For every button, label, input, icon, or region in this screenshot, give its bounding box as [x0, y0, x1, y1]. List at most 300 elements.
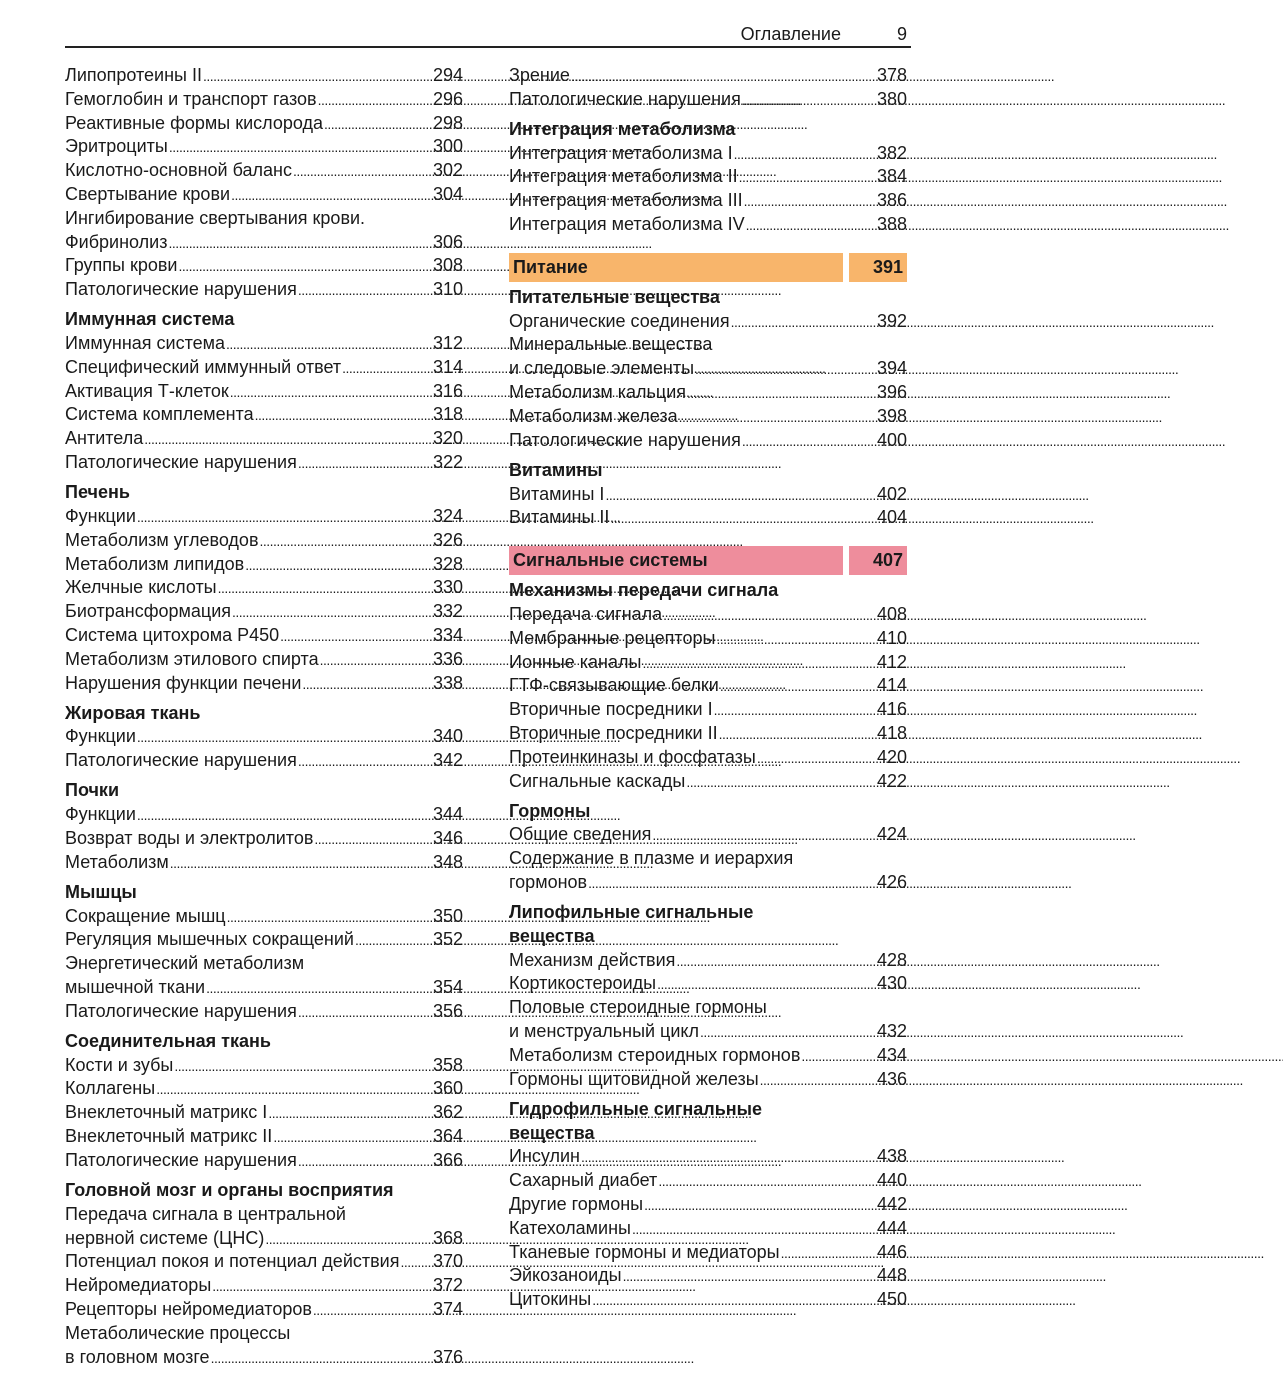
- dot-leader: [746, 213, 876, 238]
- chapter-band[interactable]: [509, 253, 907, 282]
- dot-leader: [280, 624, 432, 649]
- page-number: 9: [896, 24, 907, 44]
- toc-entry[interactable]: [65, 1101, 463, 1125]
- entry-page: 296: [432, 88, 463, 109]
- entry-title: Биотрансформация: [65, 601, 232, 622]
- dot-leader: [686, 770, 876, 795]
- toc-entry[interactable]: [509, 1044, 907, 1068]
- entry-page: 404: [876, 507, 907, 528]
- entry-page: 392: [876, 310, 907, 331]
- toc-entry[interactable]: [65, 600, 463, 624]
- entry-title: Патологические нарушения: [65, 279, 297, 300]
- toc-entry[interactable]: [65, 928, 463, 952]
- entry-page: 428: [876, 949, 907, 970]
- dot-leader: [265, 1227, 432, 1252]
- section-heading: Иммунная система: [65, 309, 235, 330]
- dot-leader: [298, 451, 432, 476]
- section-heading: Соединительная ткань: [65, 1030, 271, 1051]
- entry-title: Патологические нарушения: [65, 1000, 297, 1021]
- entry-title: Система комплемента: [65, 404, 254, 425]
- toc-entry[interactable]: [509, 405, 907, 429]
- dot-leader: [592, 1288, 876, 1313]
- toc-entry-line[interactable]: Энергетический метаболизм: [65, 953, 305, 974]
- entry-page: 446: [876, 1241, 907, 1262]
- entry-title: Потенциал покоя и потенциал действия: [65, 1251, 400, 1272]
- toc-entry-line[interactable]: Передача сигнала в центральной: [65, 1203, 346, 1224]
- toc-entry[interactable]: [509, 722, 907, 746]
- dot-leader: [137, 803, 432, 828]
- dot-leader: [137, 725, 432, 750]
- entry-title: нервной системе (ЦНС): [65, 1227, 265, 1248]
- toc-entry[interactable]: [509, 381, 907, 405]
- entry-page: 338: [432, 672, 463, 693]
- entry-title: Органические соединения: [509, 310, 730, 331]
- entry-title: Передача сигнала: [509, 603, 663, 624]
- section-heading: Интеграция метаболизма: [509, 118, 736, 139]
- entry-title: Патологические нарушения: [65, 1149, 297, 1170]
- entry-page: 396: [876, 382, 907, 403]
- section-heading: Печень: [65, 482, 130, 503]
- entry-title: Метаболизм железа: [509, 405, 678, 426]
- toc-entry[interactable]: [509, 1241, 907, 1265]
- entry-page: 326: [432, 529, 463, 550]
- toc-entry[interactable]: [65, 725, 463, 749]
- section-heading: Механизмы передачи сигнала: [509, 580, 779, 601]
- dot-leader: [401, 1250, 432, 1275]
- chapter-title: Питание: [509, 253, 843, 282]
- toc-entry[interactable]: [509, 189, 907, 213]
- entry-page: 368: [432, 1227, 463, 1248]
- entry-page: 378: [876, 65, 907, 85]
- toc-entry[interactable]: [509, 949, 907, 973]
- toc-entry[interactable]: [65, 112, 463, 136]
- entry-page: 356: [432, 1000, 463, 1021]
- entry-page: 424: [876, 824, 907, 845]
- toc-entry[interactable]: [65, 64, 463, 88]
- toc-entry[interactable]: [509, 506, 907, 530]
- dot-leader: [314, 827, 432, 852]
- toc-entry[interactable]: [65, 231, 463, 255]
- entry-title: Фибринолиз: [65, 231, 168, 252]
- entry-title: гормонов: [509, 872, 588, 892]
- toc-entry-line[interactable]: Метаболические процессы: [65, 1322, 291, 1343]
- dot-leader: [720, 674, 876, 699]
- dot-leader: [695, 357, 876, 382]
- dot-leader: [632, 1217, 876, 1242]
- dot-leader: [298, 1149, 432, 1174]
- toc-entry[interactable]: [65, 624, 463, 648]
- dot-leader: [700, 1020, 876, 1045]
- dot-leader: [781, 1241, 876, 1266]
- section-heading: вещества: [509, 925, 595, 946]
- dot-leader: [232, 600, 432, 625]
- entry-title: Патологические нарушения: [65, 750, 297, 771]
- dot-leader: [739, 165, 876, 190]
- section-heading: Гидрофильные сигнальные: [509, 1098, 763, 1119]
- entry-page: 426: [876, 872, 907, 892]
- entry-page: 370: [432, 1251, 463, 1272]
- entry-page: 298: [432, 112, 463, 133]
- entry-page: 386: [876, 190, 907, 211]
- entry-title: Вторичные посредники I: [509, 699, 713, 720]
- toc-entry[interactable]: [509, 972, 907, 996]
- entry-title: мышечной ткани: [65, 976, 206, 997]
- toc-entry[interactable]: [65, 1054, 463, 1078]
- entry-page: 300: [432, 136, 463, 157]
- entry-title: Зрение: [509, 65, 570, 85]
- entry-page: 414: [876, 675, 907, 696]
- toc-entry[interactable]: [509, 871, 907, 895]
- section-heading: вещества: [509, 1122, 595, 1143]
- entry-title: Желчные кислоты: [65, 577, 217, 598]
- entry-title: Метаболизм: [65, 851, 169, 872]
- toc-entry[interactable]: [509, 1068, 907, 1092]
- entry-title: Сокращение мышц: [65, 905, 226, 926]
- dot-leader: [734, 142, 876, 167]
- entry-page: 366: [432, 1149, 463, 1170]
- toc-entry[interactable]: [509, 310, 907, 334]
- toc-entry[interactable]: [509, 357, 907, 381]
- toc-entry[interactable]: [65, 380, 463, 404]
- entry-title: Метаболизм этилового спирта: [65, 648, 319, 669]
- entry-page: 398: [876, 405, 907, 426]
- toc-entry[interactable]: [65, 1077, 463, 1101]
- entry-title: Метаболизм липидов: [65, 553, 245, 574]
- entry-title: Витамины II: [509, 507, 610, 528]
- toc-entry[interactable]: [65, 1274, 463, 1298]
- toc-entry[interactable]: [509, 213, 907, 237]
- dot-leader: [203, 64, 432, 89]
- toc-entry[interactable]: [65, 183, 463, 207]
- entry-page: 316: [432, 380, 463, 401]
- toc-entry[interactable]: [65, 976, 463, 1000]
- dot-leader: [644, 1193, 876, 1218]
- toc-entry[interactable]: [65, 749, 463, 773]
- entry-page: 294: [432, 65, 463, 85]
- entry-title: Нейромедиаторы: [65, 1275, 212, 1296]
- toc-entry[interactable]: [65, 851, 463, 875]
- entry-page: 320: [432, 428, 463, 449]
- toc-entry[interactable]: [65, 576, 463, 600]
- entry-page: 376: [432, 1346, 463, 1367]
- entry-title: Интеграция метаболизма I: [509, 142, 733, 163]
- entry-page: 358: [432, 1054, 463, 1075]
- entry-page: 354: [432, 976, 463, 997]
- section-heading: Витамины: [509, 459, 603, 480]
- toc-entry[interactable]: [65, 332, 463, 356]
- entry-title: и менструальный цикл: [509, 1021, 700, 1042]
- toc-entry[interactable]: [65, 672, 463, 696]
- dot-leader: [742, 429, 876, 454]
- toc-entry[interactable]: [509, 88, 907, 112]
- toc-entry[interactable]: [65, 451, 463, 475]
- entry-title: Специфический иммунный ответ: [65, 356, 342, 377]
- entry-page: 420: [876, 746, 907, 767]
- dot-leader: [571, 64, 876, 89]
- toc-entry[interactable]: [509, 1020, 907, 1044]
- entry-title: Другие гормоны: [509, 1193, 644, 1214]
- dot-leader: [293, 159, 432, 184]
- toc-entry[interactable]: [509, 429, 907, 453]
- dot-leader: [298, 749, 432, 774]
- dot-leader: [226, 332, 432, 357]
- entry-title: Рецепторы нейромедиаторов: [65, 1298, 312, 1319]
- dot-leader: [714, 698, 876, 723]
- toc-entry-line[interactable]: Содержание в плазме и иерархия: [509, 848, 794, 869]
- dot-leader: [642, 651, 876, 676]
- entry-title: Сигнальные каскады: [509, 770, 686, 791]
- toc-entry[interactable]: [65, 278, 463, 302]
- dot-leader: [663, 603, 876, 628]
- entry-title: Метаболизм кальция: [509, 382, 687, 403]
- toc-entry[interactable]: [509, 1288, 907, 1312]
- dot-leader: [268, 1101, 432, 1126]
- entry-title: Сахарный диабет: [509, 1170, 658, 1191]
- dot-leader: [169, 135, 432, 160]
- chapter-page: 407: [849, 546, 907, 575]
- entry-page: 324: [432, 505, 463, 526]
- toc-entry[interactable]: [509, 603, 907, 627]
- toc-entry[interactable]: [509, 1264, 907, 1288]
- entry-title: в головном мозге: [65, 1346, 210, 1367]
- entry-page: 302: [432, 160, 463, 181]
- toc-entry[interactable]: [509, 746, 907, 770]
- toc-entry-line[interactable]: Ингибирование свертывания крови.: [65, 207, 366, 228]
- entry-title: Внеклеточный матрикс I: [65, 1102, 268, 1123]
- entry-title: Вторичные посредники II: [509, 722, 718, 743]
- entry-title: Активация Т-клеток: [65, 380, 229, 401]
- entry-page: 322: [432, 452, 463, 473]
- toc-entry[interactable]: [65, 529, 463, 553]
- toc-entry[interactable]: [509, 698, 907, 722]
- entry-title: Тканевые гормоны и медиаторы: [509, 1241, 780, 1262]
- entry-title: Патологические нарушения: [509, 429, 741, 450]
- entry-title: Протеинкиназы и фосфатазы: [509, 746, 756, 767]
- dot-leader: [757, 746, 876, 771]
- entry-title: Интеграция метаболизма II: [509, 166, 738, 187]
- dot-leader: [260, 529, 432, 554]
- dot-leader: [744, 189, 876, 214]
- dot-leader: [731, 310, 876, 335]
- entry-title: Возврат воды и электролитов: [65, 827, 314, 848]
- entry-page: 438: [876, 1146, 907, 1167]
- entry-title: Реактивные формы кислорода: [65, 112, 323, 133]
- dot-leader: [179, 254, 432, 279]
- section-heading: Гормоны: [509, 800, 591, 821]
- entry-title: Эритроциты: [65, 136, 168, 157]
- entry-page: 364: [432, 1126, 463, 1147]
- dot-leader: [687, 381, 876, 406]
- toc-entry[interactable]: [65, 803, 463, 827]
- entry-page: 350: [432, 905, 463, 926]
- entry-page: 332: [432, 601, 463, 622]
- entry-title: Кортикостероиды: [509, 973, 657, 994]
- entry-title: Регуляция мышечных сокращений: [65, 929, 354, 950]
- entry-title: Патологические нарушения: [65, 452, 297, 473]
- dot-leader: [227, 905, 432, 930]
- chapter-title: Сигнальные системы: [509, 546, 843, 575]
- toc-entry[interactable]: [65, 827, 463, 851]
- dot-leader: [255, 403, 432, 428]
- entry-title: ГТФ-связывающие белки: [509, 675, 719, 696]
- entry-page: 382: [876, 142, 907, 163]
- toc-entry[interactable]: [509, 770, 907, 794]
- entry-title: Внеклеточный матрикс II: [65, 1126, 273, 1147]
- toc-entry[interactable]: [65, 1250, 463, 1274]
- entry-page: 440: [876, 1170, 907, 1191]
- entry-page: 374: [432, 1298, 463, 1319]
- entry-title: Функции: [65, 804, 136, 825]
- dot-leader: [588, 871, 876, 896]
- toc-entry[interactable]: [65, 1298, 463, 1322]
- toc-entry[interactable]: [65, 88, 463, 112]
- entry-title: Гемоглобин и транспорт газов: [65, 88, 317, 109]
- entry-page: 408: [876, 603, 907, 624]
- toc-entry[interactable]: [509, 1169, 907, 1193]
- dot-leader: [581, 1145, 876, 1170]
- entry-page: 380: [876, 88, 907, 109]
- toc-entry[interactable]: [509, 165, 907, 189]
- toc-entry[interactable]: [65, 1149, 463, 1173]
- toc-entry[interactable]: [509, 142, 907, 166]
- toc-entry[interactable]: [509, 627, 907, 651]
- toc-entry[interactable]: [65, 403, 463, 427]
- entry-title: Инсулин: [509, 1146, 580, 1167]
- entry-title: Катехоламины: [509, 1217, 631, 1238]
- dot-leader: [742, 88, 876, 113]
- toc-entry[interactable]: [509, 674, 907, 698]
- toc-entry[interactable]: [509, 823, 907, 847]
- section-heading: Липофильные сигнальные: [509, 902, 754, 923]
- dot-leader: [211, 1346, 432, 1371]
- entry-page: 430: [876, 973, 907, 994]
- entry-title: Патологические нарушения: [509, 88, 741, 109]
- dot-leader: [658, 1169, 876, 1194]
- entry-title: Общие сведения: [509, 824, 652, 845]
- entry-page: 384: [876, 166, 907, 187]
- entry-page: 410: [876, 627, 907, 648]
- dot-leader: [719, 722, 876, 747]
- toc-entry[interactable]: [65, 905, 463, 929]
- toc-entry[interactable]: [509, 483, 907, 507]
- entry-page: 306: [432, 231, 463, 252]
- entry-page: 450: [876, 1289, 907, 1310]
- dot-leader: [218, 576, 432, 601]
- toc-entry[interactable]: [65, 254, 463, 278]
- dot-leader: [206, 976, 432, 1001]
- dot-leader: [231, 183, 432, 208]
- toc-entry[interactable]: [65, 356, 463, 380]
- section-heading: Мышцы: [65, 881, 137, 902]
- entry-page: 372: [432, 1275, 463, 1296]
- dot-leader: [652, 823, 876, 848]
- toc-entry-line[interactable]: Половые стероидные гормоны: [509, 997, 767, 1018]
- entry-page: 328: [432, 553, 463, 574]
- toc-entry[interactable]: [509, 651, 907, 675]
- entry-page: 310: [432, 279, 463, 300]
- entry-title: Коллагены: [65, 1078, 156, 1099]
- entry-page: 318: [432, 404, 463, 425]
- chapter-page: 391: [849, 253, 907, 282]
- entry-title: Кислотно-основной баланс: [65, 160, 292, 181]
- toc-entry[interactable]: [509, 1193, 907, 1217]
- entry-title: Мембранные рецепторы: [509, 627, 716, 648]
- toc-entry[interactable]: [65, 1125, 463, 1149]
- entry-page: 436: [876, 1068, 907, 1089]
- section-heading: Жировая ткань: [65, 702, 201, 723]
- entry-page: 334: [432, 624, 463, 645]
- entry-title: Кости и зубы: [65, 1054, 174, 1075]
- toc-entry[interactable]: [65, 1000, 463, 1024]
- dot-leader: [230, 380, 432, 405]
- entry-title: Интеграция метаболизма IV: [509, 214, 745, 235]
- entry-page: 432: [876, 1021, 907, 1042]
- entry-title: и следовые элементы: [509, 358, 695, 379]
- dot-leader: [298, 1000, 432, 1025]
- chapter-band[interactable]: [509, 546, 907, 575]
- dot-leader: [144, 427, 432, 452]
- entry-page: 344: [432, 804, 463, 825]
- toc-entry[interactable]: [65, 135, 463, 159]
- toc-entry[interactable]: [65, 553, 463, 577]
- section-heading: Почки: [65, 780, 120, 801]
- entry-title: Функции: [65, 726, 136, 747]
- entry-title: Антитела: [65, 428, 144, 449]
- entry-page: 442: [876, 1193, 907, 1214]
- entry-page: 416: [876, 699, 907, 720]
- dot-leader: [342, 356, 432, 381]
- entry-title: Эйкозаноиды: [509, 1265, 622, 1286]
- toc-entry[interactable]: [509, 64, 907, 88]
- entry-page: 308: [432, 255, 463, 276]
- dot-leader: [302, 672, 432, 697]
- entry-page: 348: [432, 851, 463, 872]
- toc-entry[interactable]: [509, 1217, 907, 1241]
- toc-entry[interactable]: [65, 427, 463, 451]
- page-header: [65, 18, 911, 48]
- entry-title: Метаболизм стероидных гормонов: [509, 1044, 801, 1065]
- entry-title: Система цитохрома Р450: [65, 624, 280, 645]
- dot-leader: [760, 1068, 876, 1093]
- toc-entry[interactable]: [65, 505, 463, 529]
- dot-leader: [137, 505, 432, 530]
- entry-title: Гормоны щитовидной железы: [509, 1068, 759, 1089]
- dot-leader: [168, 231, 431, 256]
- entry-title: Цитокины: [509, 1289, 592, 1310]
- dot-leader: [298, 278, 432, 303]
- entry-title: Свертывание крови: [65, 183, 231, 204]
- entry-page: 388: [876, 214, 907, 235]
- toc-entry-line[interactable]: Минеральные вещества: [509, 334, 713, 355]
- entry-title: Группы крови: [65, 255, 178, 276]
- dot-leader: [320, 648, 432, 673]
- toc-entry[interactable]: [65, 648, 463, 672]
- entry-page: 448: [876, 1265, 907, 1286]
- entry-page: 314: [432, 356, 463, 377]
- toc-entry[interactable]: [65, 1227, 463, 1251]
- toc-entry[interactable]: [65, 159, 463, 183]
- entry-page: 346: [432, 827, 463, 848]
- toc-entry[interactable]: [65, 1346, 463, 1370]
- dot-leader: [610, 506, 876, 531]
- entry-title: Липопротеины II: [65, 65, 202, 85]
- entry-title: Метаболизм углеводов: [65, 529, 259, 550]
- toc-entry[interactable]: [509, 1145, 907, 1169]
- dot-leader: [170, 851, 432, 876]
- entry-page: 418: [876, 722, 907, 743]
- entry-title: Нарушения функции печени: [65, 672, 302, 693]
- entry-page: 412: [876, 651, 907, 672]
